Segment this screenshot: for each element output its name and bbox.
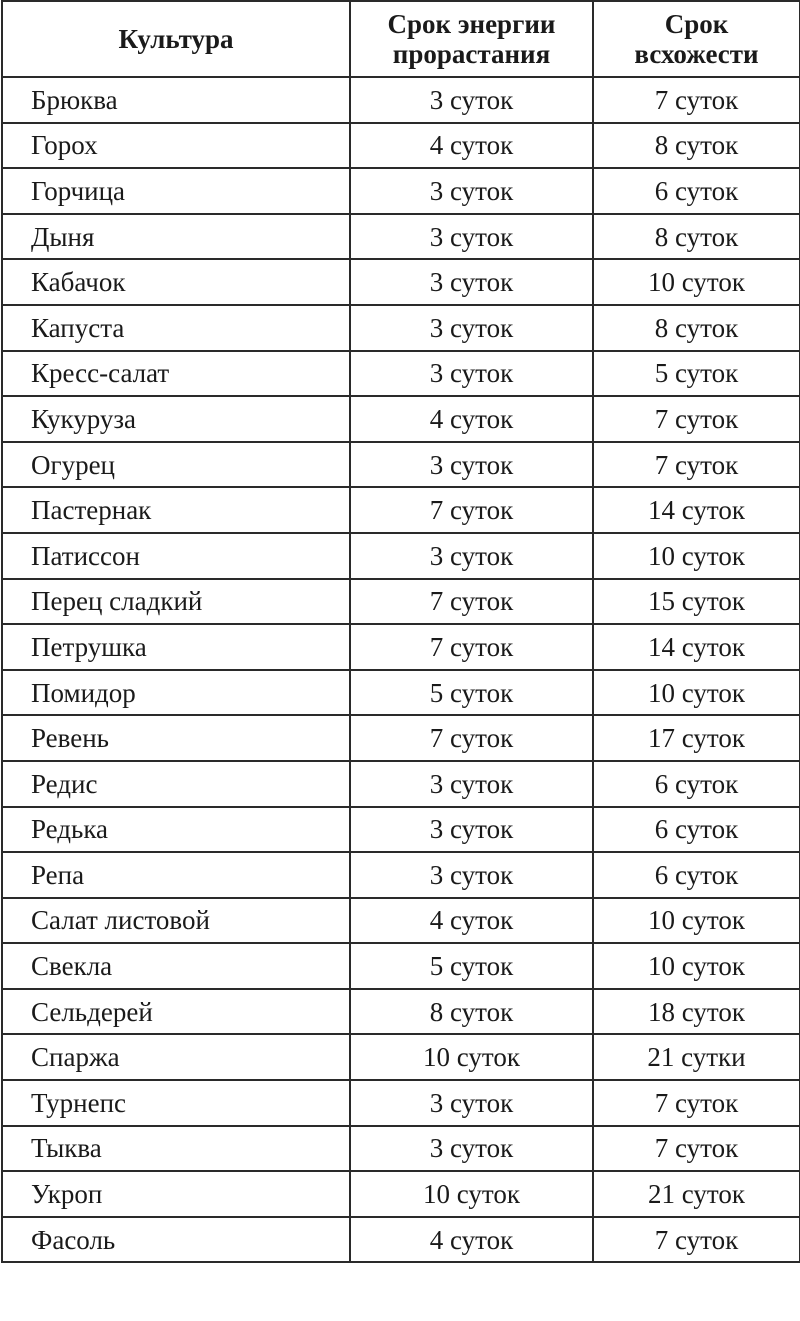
crop-cell: Перец сладкий (2, 579, 350, 625)
table-row (2, 487, 800, 533)
table-row (2, 715, 800, 761)
crop-cell: Кабачок (2, 259, 350, 305)
energy-cell: 8 суток (350, 989, 593, 1035)
table-row (2, 123, 800, 169)
germination-cell: 7 суток (593, 1217, 800, 1263)
germination-cell: 7 суток (593, 1080, 800, 1126)
header-crop-label: Культура (118, 24, 234, 54)
table-row (2, 305, 800, 351)
crop-cell: Салат листовой (2, 898, 350, 944)
germination-cell: 6 суток (593, 761, 800, 807)
energy-cell: 7 суток (350, 715, 593, 761)
header-crop (2, 1, 350, 77)
table-row (2, 989, 800, 1035)
header-row (2, 1, 800, 77)
header-germination (593, 1, 800, 77)
germination-cell: 15 суток (593, 579, 800, 625)
energy-cell: 3 суток (350, 1080, 593, 1126)
table-row (2, 533, 800, 579)
energy-cell: 10 суток (350, 1034, 593, 1080)
energy-cell: 3 суток (350, 442, 593, 488)
energy-cell: 4 суток (350, 396, 593, 442)
energy-cell: 4 суток (350, 123, 593, 169)
energy-cell: 7 суток (350, 487, 593, 533)
germination-cell: 7 суток (593, 77, 800, 123)
crop-cell: Укроп (2, 1171, 350, 1217)
crop-cell: Редька (2, 807, 350, 853)
germination-cell: 7 суток (593, 1126, 800, 1172)
table-row (2, 1034, 800, 1080)
germination-cell: 5 суток (593, 351, 800, 397)
table-row (2, 670, 800, 716)
crop-cell: Ревень (2, 715, 350, 761)
crop-cell: Дыня (2, 214, 350, 260)
crop-cell: Фасоль (2, 1217, 350, 1263)
crop-cell: Кресс-салат (2, 351, 350, 397)
table-row (2, 442, 800, 488)
energy-cell: 3 суток (350, 761, 593, 807)
header-energy-line1: Срок энергии (387, 9, 556, 39)
energy-cell: 3 суток (350, 77, 593, 123)
table-header (2, 1, 800, 77)
germination-cell: 6 суток (593, 852, 800, 898)
crop-cell: Свекла (2, 943, 350, 989)
germination-cell: 10 суток (593, 533, 800, 579)
crop-cell: Горох (2, 123, 350, 169)
energy-cell: 3 суток (350, 259, 593, 305)
energy-cell: 4 суток (350, 898, 593, 944)
table-row (2, 396, 800, 442)
crop-cell: Патиссон (2, 533, 350, 579)
germination-cell: 14 суток (593, 487, 800, 533)
table-row (2, 214, 800, 260)
table-row (2, 1217, 800, 1263)
header-energy (350, 1, 593, 77)
crop-cell: Капуста (2, 305, 350, 351)
energy-cell: 3 суток (350, 351, 593, 397)
energy-cell: 7 суток (350, 624, 593, 670)
crop-cell: Пастернак (2, 487, 350, 533)
energy-cell: 10 суток (350, 1171, 593, 1217)
table-body (2, 77, 800, 1262)
germination-cell: 6 суток (593, 168, 800, 214)
germination-cell: 8 суток (593, 214, 800, 260)
energy-cell: 3 суток (350, 533, 593, 579)
table-row (2, 259, 800, 305)
crop-cell: Петрушка (2, 624, 350, 670)
germination-cell: 21 суток (593, 1171, 800, 1217)
table-row (2, 579, 800, 625)
energy-cell: 3 суток (350, 214, 593, 260)
germination-table (1, 0, 800, 1263)
table-row (2, 168, 800, 214)
table-row (2, 624, 800, 670)
energy-cell: 4 суток (350, 1217, 593, 1263)
table-row (2, 807, 800, 853)
energy-cell: 3 суток (350, 852, 593, 898)
header-germination-line2: всхожести (634, 39, 759, 69)
germination-cell: 10 суток (593, 898, 800, 944)
germination-cell: 10 суток (593, 259, 800, 305)
germination-cell: 6 суток (593, 807, 800, 853)
crop-cell: Репа (2, 852, 350, 898)
energy-cell: 3 суток (350, 1126, 593, 1172)
table-row (2, 898, 800, 944)
crop-cell: Горчица (2, 168, 350, 214)
crop-cell: Помидор (2, 670, 350, 716)
germination-cell: 8 суток (593, 123, 800, 169)
germination-cell: 7 суток (593, 442, 800, 488)
germination-cell: 14 суток (593, 624, 800, 670)
energy-cell: 7 суток (350, 579, 593, 625)
crop-cell: Спаржа (2, 1034, 350, 1080)
crop-cell: Тыква (2, 1126, 350, 1172)
crop-cell: Турнепс (2, 1080, 350, 1126)
table-row (2, 77, 800, 123)
table-row (2, 761, 800, 807)
table-row (2, 852, 800, 898)
energy-cell: 5 суток (350, 670, 593, 716)
energy-cell: 3 суток (350, 168, 593, 214)
energy-cell: 5 суток (350, 943, 593, 989)
crop-cell: Кукуруза (2, 396, 350, 442)
table-row (2, 1080, 800, 1126)
crop-cell: Редис (2, 761, 350, 807)
crop-cell: Сельдерей (2, 989, 350, 1035)
table-row (2, 351, 800, 397)
energy-cell: 3 суток (350, 807, 593, 853)
header-energy-line2: прорастания (392, 39, 551, 69)
table-row (2, 943, 800, 989)
germination-cell: 8 суток (593, 305, 800, 351)
germination-cell: 10 суток (593, 943, 800, 989)
crop-cell: Брюква (2, 77, 350, 123)
germination-cell: 21 сутки (593, 1034, 800, 1080)
germination-cell: 7 суток (593, 396, 800, 442)
germination-cell: 17 суток (593, 715, 800, 761)
germination-cell: 10 суток (593, 670, 800, 716)
energy-cell: 3 суток (350, 305, 593, 351)
germination-cell: 18 суток (593, 989, 800, 1035)
table-row (2, 1171, 800, 1217)
table-row (2, 1126, 800, 1172)
crop-cell: Огурец (2, 442, 350, 488)
header-germination-line1: Срок (664, 9, 729, 39)
